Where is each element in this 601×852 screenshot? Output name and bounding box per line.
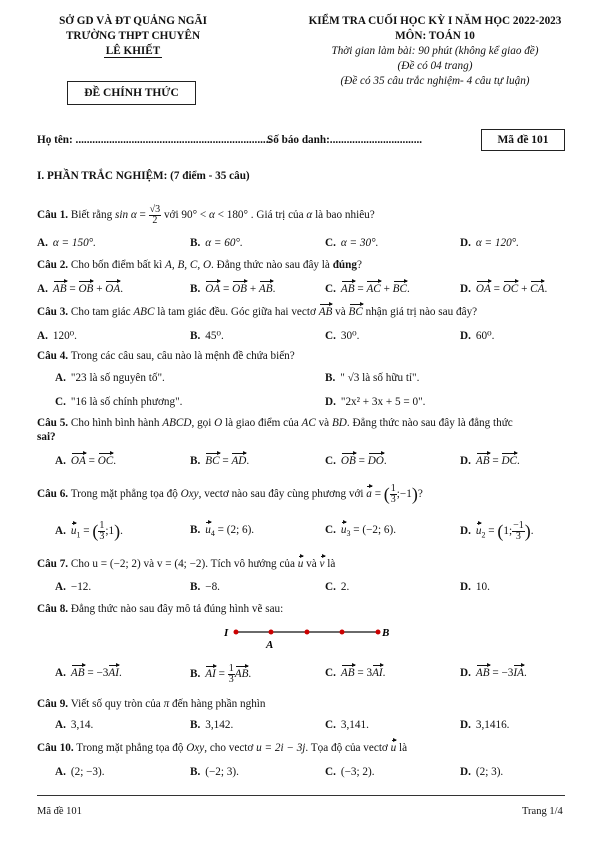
official-badge: ĐỀ CHÍNH THỨC <box>67 81 196 105</box>
q3-option-a[interactable]: A. 120⁰. <box>37 330 77 342</box>
question-9: Câu 9. Viết số quy tròn của π đến hàng phần nghìn <box>37 698 266 710</box>
q9-option-b[interactable]: B. 3,142. <box>190 719 234 731</box>
subject: MÔN: TOÁN 10 <box>395 30 475 42</box>
exam-title: KIỂM TRA CUỐI HỌC KỲ I NĂM HỌC 2022-2023 <box>308 15 562 27</box>
q1-option-b[interactable]: B. α = 60°. <box>190 237 243 249</box>
question-5-line2: sai? <box>37 431 56 443</box>
q8-option-b[interactable]: B. AI = $\frac{1}{3}$ AB. <box>190 663 252 685</box>
q7-option-a[interactable]: A. −12. <box>55 581 92 593</box>
student-name-field: Họ tên: ...................................................................... <box>37 134 272 146</box>
q2-option-c[interactable]: C. AB = AC + BC. <box>325 283 410 295</box>
section-title: I. PHẦN TRẮC NGHIỆM: (7 điểm - 35 câu) <box>37 170 250 182</box>
q3-option-b[interactable]: B. 45⁰. <box>190 330 224 342</box>
q1-option-a[interactable]: A. α = 150°. <box>37 237 96 249</box>
q9-option-a[interactable]: A. 3,14. <box>55 719 94 731</box>
department-name: SỞ GD VÀ ĐT QUẢNG NGÃI <box>59 15 207 27</box>
q1-option-c[interactable]: C. α = 30°. <box>325 237 379 249</box>
label-a: A <box>266 639 274 651</box>
footer-exam-code: Mã đề 101 <box>37 806 82 817</box>
school-name-2: LÊ KHIẾT <box>105 45 161 57</box>
q4-option-c[interactable]: C. "16 là số chính phương". <box>55 396 183 408</box>
q4-option-d[interactable]: D. "2x² + 3x + 5 = 0". <box>325 396 426 408</box>
point-3 <box>340 630 345 635</box>
q2-option-b[interactable]: B. OA = OB + AB. <box>190 283 276 295</box>
q6-option-a[interactable]: A. $u_1$ = ( $\frac{1}{3}$ ;1). <box>55 520 123 542</box>
label-i: I <box>224 627 229 639</box>
q8-option-d[interactable]: D. AB = −3IA. <box>460 667 527 679</box>
q2-option-a[interactable]: A. AB = OB + OA. <box>37 283 124 295</box>
exam-code-box: Mã đề 101 <box>481 129 565 151</box>
q10-option-d[interactable]: D. (2; 3). <box>460 766 504 778</box>
q3-option-d[interactable]: D. 60⁰. <box>460 330 495 342</box>
q6-option-d[interactable]: D. $u_2 = (1$; $\frac{-1}{3}$ ). <box>460 520 534 542</box>
question-count: (Đề có 35 câu trắc nghiệm- 4 câu tự luận) <box>340 75 530 87</box>
point-1 <box>269 630 274 635</box>
question-8: Câu 8. Đẳng thức nào sau đây mô tả đúng hình vẽ sau: <box>37 603 284 615</box>
q10-option-c[interactable]: C. (−3; 2). <box>325 766 375 778</box>
q6-option-c[interactable]: C. $u_3 = (-2$; 6). <box>325 524 397 539</box>
q5-option-c[interactable]: C. OB = DO. <box>325 455 387 467</box>
footer-divider <box>37 795 565 796</box>
question-5: Câu 5. Cho hình bình hành ABCD, gọi O là giao điểm của AC và BD. Đẳng thức nào sau đây là đẳng thức <box>37 417 513 429</box>
page-count: (Đề có 04 trang) <box>397 60 473 72</box>
q5-option-d[interactable]: D. AB = DC. <box>460 455 520 467</box>
question-2: Câu 2. Cho bốn điểm bất kì A, B, C, O. Đẳng thức nào sau đây là đúng? <box>37 259 362 271</box>
q4-option-b[interactable]: B. " √3 là số hữu tỉ". <box>325 372 420 384</box>
q1-option-d[interactable]: D. α = 120°. <box>460 237 519 249</box>
label-b: B <box>382 627 390 639</box>
question-10: Câu 10. Trong mặt phẳng tọa độ Oxy, cho vectơ u = 2i − 3j. Tọa độ của vectơ u là <box>37 742 408 754</box>
footer-page-number: Trang 1/4 <box>522 806 563 817</box>
q8-option-c[interactable]: C. AB = 3AI. <box>325 667 386 679</box>
segment-diagram <box>220 622 400 652</box>
q9-option-d[interactable]: D. 3,1416. <box>460 719 510 731</box>
question-3: Câu 3. Cho tam giác ABC là tam giác đều. Góc giữa hai vectơ AB và BC nhận giá trị nào sau đây? <box>37 306 478 318</box>
q7-option-c[interactable]: C. 2. <box>325 581 350 593</box>
exam-duration: Thời gian làm bài: 90 phút (không kể giao đề) <box>331 45 539 57</box>
q4-option-a[interactable]: A. "23 là số nguyên tố". <box>55 372 165 384</box>
q3-option-c[interactable]: C. 30⁰. <box>325 330 360 342</box>
q10-option-b[interactable]: B. (−2; 3). <box>190 766 239 778</box>
question-4: Câu 4. Trong các câu sau, câu nào là mệnh đề chứa biến? <box>37 350 295 362</box>
q10-option-a[interactable]: A. (2; −3). <box>55 766 105 778</box>
question-6: Câu 6. Trong mặt phẳng tọa độ Oxy, vectơ nào sau đây cùng phương với a = ( $\frac{1}{3}$ ;−1)? <box>37 483 423 505</box>
q6-option-b[interactable]: B. $u_4 = (2$; 6). <box>190 524 255 539</box>
point-2 <box>305 630 310 635</box>
q7-option-b[interactable]: B. −8. <box>190 581 220 593</box>
point-b <box>376 630 381 635</box>
student-id-field: Số báo danh:................................. <box>267 134 423 146</box>
q2-option-d[interactable]: D. OA = OC + CA. <box>460 283 548 295</box>
q9-option-c[interactable]: C. 3,141. <box>325 719 369 731</box>
question-1: Câu 1. Biết rằng sin α = $\frac{√3}{2}$ với 90° < α < 180° . Giá trị của α là bao nhiêu? <box>37 204 375 226</box>
q5-option-a[interactable]: A. OA = OC. <box>55 455 117 467</box>
school-name: TRƯỜNG THPT CHUYÊN <box>65 30 201 42</box>
q5-option-b[interactable]: B. BC = AD. <box>190 455 250 467</box>
q7-option-d[interactable]: D. 10. <box>460 581 490 593</box>
point-i <box>234 630 239 635</box>
question-7: Câu 7. Cho u = (−2; 2) và v = (4; −2). Tích vô hướng của u và v là <box>37 558 336 570</box>
q8-option-a[interactable]: A. AB = −3AI. <box>55 667 122 679</box>
